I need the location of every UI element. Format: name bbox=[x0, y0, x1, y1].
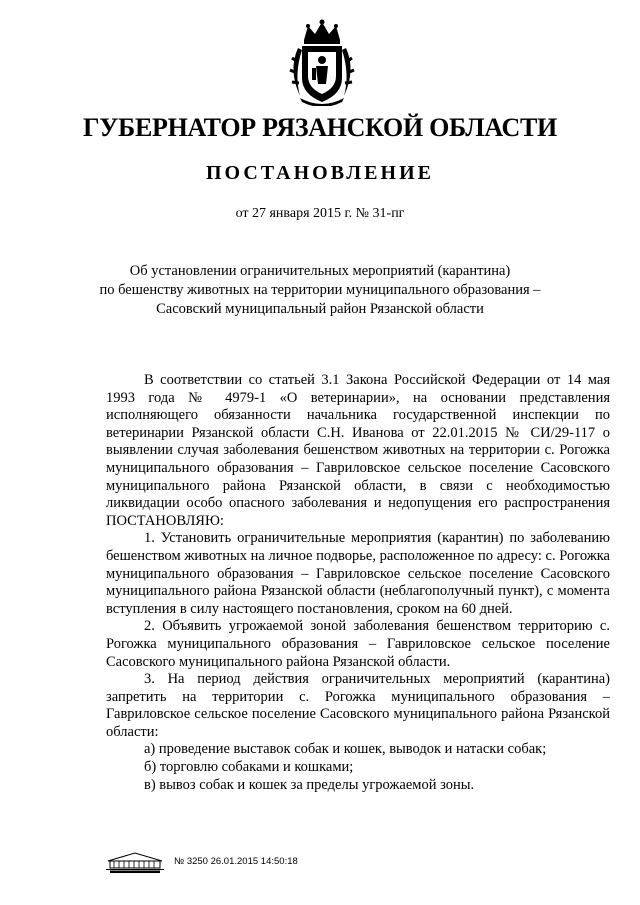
subject-line: по бешенству животных на территории муниципального образования – bbox=[99, 282, 541, 298]
registration-number: № 3250 26.01.2015 14:50:18 bbox=[174, 856, 298, 867]
coat-of-arms-icon bbox=[284, 18, 360, 106]
subject-line: Сасовский муниципальный район Рязанской области bbox=[156, 301, 484, 317]
document-type: ПОСТАНОВЛЕНИЕ bbox=[206, 162, 434, 184]
list-item-c: в) вывоз собак и кошек за пределы угрожаемой зоны. bbox=[144, 776, 475, 793]
document-date-number: от 27 января 2015 г. № 31-пг bbox=[235, 206, 405, 221]
point-2-paragraph: 2. Объявить угрожаемой зоной заболевания бешенством территорию с. Рогожка муниципального образования – Гавриловское сельское поселение Сасовского муниципального района Рязанской области. bbox=[106, 618, 610, 670]
list-item-b: б) торговлю собаками и кошками; bbox=[144, 759, 354, 776]
registration-footer bbox=[104, 851, 364, 873]
subject-line: Об установлении ограничительных мероприятий (карантина) bbox=[129, 263, 511, 279]
point-1-paragraph: 1. Установить ограничительные мероприятия (карантин) по заболеванию бешенством животных на личное подворье, расположенное по адресу: с. Рогожка муниципального образования – Гавриловское сельское поселение Сасовского муниципального района Рязанской области (неблагополучный пункт), с момента вступления в силу настоящего постановления, сроком на 60 дней. bbox=[106, 530, 610, 617]
government-building-stamp-icon bbox=[104, 851, 166, 873]
document-body bbox=[106, 372, 610, 794]
authority-title: ГУБЕРНАТОР РЯЗАНСКОЙ ОБЛАСТИ bbox=[83, 113, 557, 142]
document-subject bbox=[90, 262, 550, 319]
preamble-paragraph: В соответствии со статьей 3.1 Закона Российской Федерации от 14 мая 1993 года № 4979-1 «О ветеринарии», на основании представления исполняющего обязанности начальника государственной инспекции по ветеринарии Рязанской области С.Н. Иванова от 22.01.2015 № СИ/29-117 о выявлении случая заболевания бешенством животных на территории с. Рогожка муниципального образования – Гавриловское сельское поселение Сасовского муниципального района Рязанской области, в связи с необходимостью ликвидации особо опасного заболевания и недопущения его распространения ПОСТАНОВЛЯЮ: bbox=[106, 372, 610, 529]
list-item-a: а) проведение выставок собак и кошек, выводок и натаски собак; bbox=[144, 741, 547, 758]
point-3-paragraph: 3. На период действия ограничительных мероприятий (карантина) запретить на территории с. Рогожка муниципального образования – Гавриловское сельское поселение Сасовского муниципального района Рязанской области: bbox=[106, 671, 610, 740]
